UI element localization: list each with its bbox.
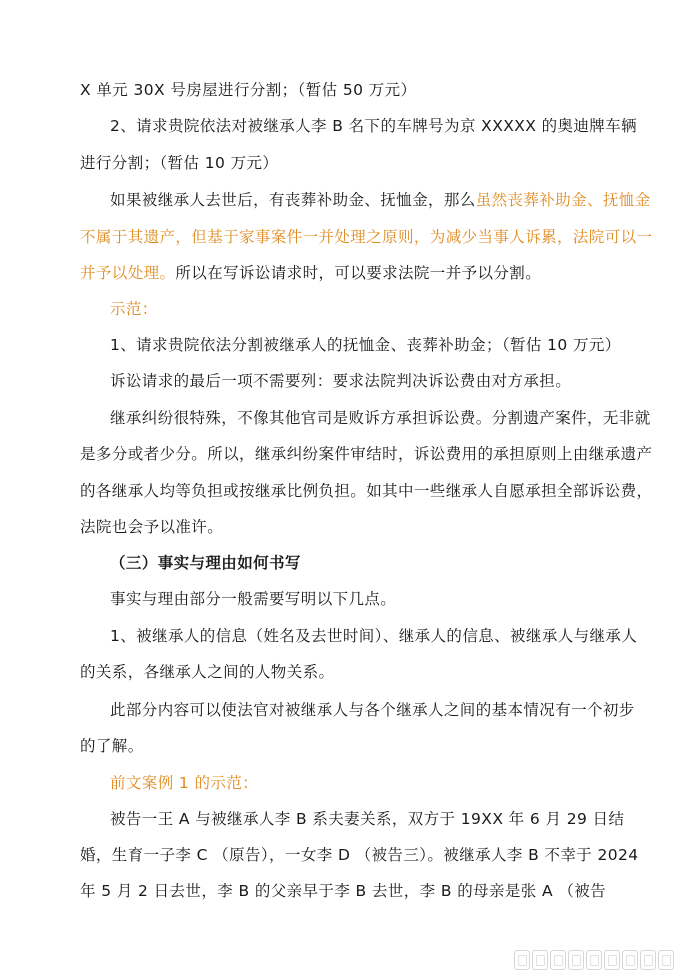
- example-label: 前文案例 1 的示范：: [110, 774, 259, 792]
- text-line: 被告一王 A 与被继承人李 B 系夫妻关系，双方于 19XX 年 6 月 29 日结: [110, 810, 625, 828]
- highlighted-text: 虽然丧葬补助金、抚恤金: [475, 191, 651, 209]
- section-heading: （三）事实与理由如何书写: [110, 554, 301, 572]
- text-line: 是多分或者少分。所以，继承纠纷案件审结时，诉讼费用的承担原则上由继承遗产: [80, 445, 653, 463]
- text-line: 继承纠纷很特殊，不像其他官司是败诉方承担诉讼费。分割遗产案件，无非就: [110, 409, 651, 427]
- text-line: X 单元 30X 号房屋进行分割；（暂估 50 万元）: [80, 81, 417, 99]
- text-line: 的各继承人均等负担或按继承比例负担。如其中一些继承人自愿承担全部诉讼费，: [80, 482, 653, 500]
- text-line: 此部分内容可以使法官对被继承人与各个继承人之间的基本情况有一个初步: [110, 701, 635, 719]
- text-line: 婚，生育一子李 C （原告），一女李 D （被告三）。被继承人李 B 不幸于 2024: [80, 846, 639, 864]
- text-line: 1、被继承人的信息（姓名及去世时间）、继承人的信息、被继承人与继承人: [110, 627, 638, 645]
- text-line: 2、请求贵院依法对被继承人李 B 名下的车牌号为京 XXXXX 的奥迪牌车辆: [110, 117, 637, 135]
- watermark-icon: [514, 950, 674, 970]
- text-line: 的关系，各继承人之间的人物关系。: [80, 663, 335, 681]
- text-line: [110, 190, 651, 210]
- text-line: [80, 263, 541, 283]
- text-line: 诉讼请求的最后一项不需要列：要求法院判决诉讼费由对方承担。: [110, 372, 572, 390]
- text-segment: 所以在写诉讼请求时，可以要求法院一并予以分割。: [175, 264, 542, 282]
- text-segment: 如果被继承人去世后，有丧葬补助金、抚恤金，那么: [110, 191, 476, 209]
- example-label: 示范：: [110, 300, 158, 318]
- text-line: 的了解。: [80, 737, 144, 755]
- highlighted-text: 并予以处理。: [80, 264, 176, 282]
- text-line: 事实与理由部分一般需要写明以下几点。: [110, 590, 397, 608]
- text-line: 法院也会予以准许。: [80, 518, 224, 536]
- text-line: 1、请求贵院依法分割被继承人的抚恤金、丧葬补助金；（暂估 10 万元）: [110, 336, 621, 354]
- highlighted-text-line: 不属于其遗产，但基于家事案件一并处理之原则，为减少当事人诉累，法院可以一: [80, 228, 653, 246]
- text-line: 进行分割；（暂估 10 万元）: [80, 154, 279, 172]
- text-line: 年 5 月 2 日去世，李 B 的父亲早于李 B 去世，李 B 的母亲是张 A （被告: [80, 882, 607, 900]
